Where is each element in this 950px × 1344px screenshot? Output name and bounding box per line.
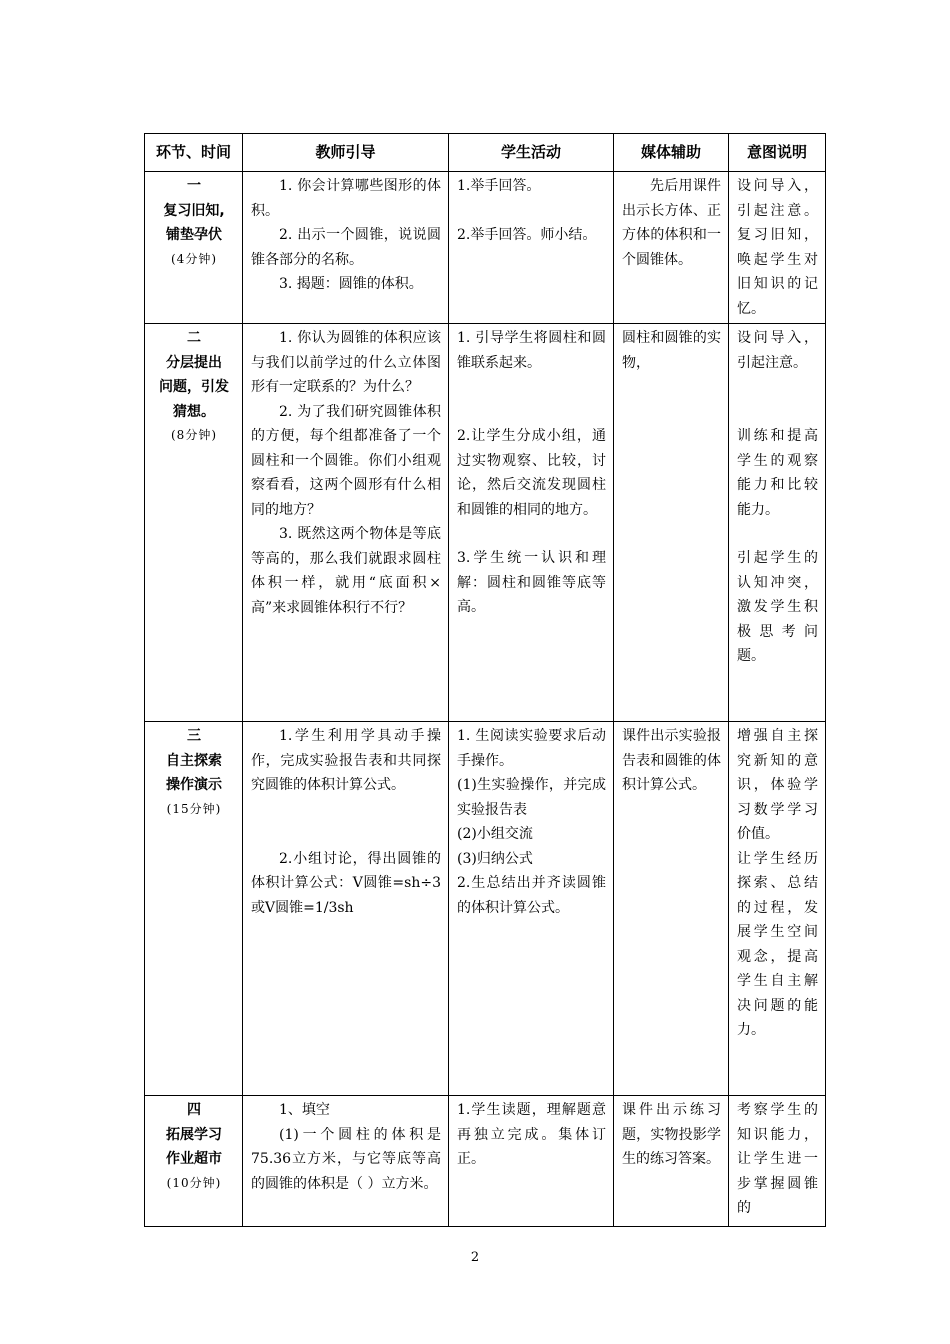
- media-cell: [614, 1096, 729, 1227]
- header-stage-time: 环节、时间: [145, 134, 243, 172]
- media-cell: [614, 324, 729, 722]
- teacher-item: 1. 你认为圆锥的体积应该与我们以前学过的什么立体图形有一定联系的？为什么？: [251, 330, 441, 395]
- student-item: (2)小组交流: [457, 826, 533, 842]
- header-media-aid: 媒体辅助: [614, 134, 729, 172]
- table-header-row: [145, 134, 826, 172]
- stage-time: (8分钟): [171, 428, 217, 442]
- student-cell: [449, 722, 614, 1096]
- stage-name: 自主探索: [166, 752, 222, 769]
- teacher-item: 3. 揭题：圆锥的体积。: [279, 276, 423, 292]
- teacher-item: 1.学生利用学具动手操作，完成实验报告表和共同探究圆锥的体积计算公式。: [251, 728, 441, 793]
- intent-item: 考察学生的知识能力，让学生进一步掌握圆锥的: [737, 1102, 818, 1216]
- intent-item: 训练和提高学生的观察能力和比较能力。: [737, 428, 818, 518]
- student-item: (3)归纳公式: [457, 850, 533, 867]
- stage-cell: [145, 172, 243, 324]
- stage-name: 猜想。: [173, 403, 215, 420]
- intent-cell: [729, 722, 826, 1096]
- table-row: [145, 722, 826, 1096]
- student-item: 1. 生阅读实验要求后动手操作。: [457, 728, 606, 769]
- teacher-cell: [243, 1096, 449, 1227]
- teacher-item: 3. 既然这两个物体是等底等高的，那么我们就跟求圆柱体积一样，就用“底面积×高”来求圆锥体积行不行？: [251, 526, 441, 616]
- teacher-item: 2. 为了我们研究圆锥体积的方便，每个组都准备了一个圆柱和一个圆锥。你们小组观察看看，这两个圆形有什么相同的地方？: [251, 403, 441, 518]
- lesson-plan-table: [144, 133, 826, 1227]
- stage-time: (4分钟): [171, 251, 217, 266]
- intent-cell: [729, 324, 826, 722]
- intent-item: 增强自主探究新知的意识，体验学习数学学习价值。: [737, 728, 818, 842]
- teacher-item: 1、填空: [279, 1102, 330, 1118]
- table-row: [145, 324, 826, 722]
- intent-item: 引起学生的认知冲突，激发学生积极思考问题。: [737, 550, 818, 664]
- media-text: 课件出示练习题，实物投影学生的练习答案。: [622, 1102, 721, 1167]
- stage-name: 作业超市: [166, 1151, 222, 1167]
- stage-name: 问题，引发: [159, 379, 229, 395]
- teacher-cell: [243, 324, 449, 722]
- media-cell: [614, 172, 729, 324]
- media-text: 课件出示实验报告表和圆锥的体积计算公式。: [622, 728, 721, 793]
- stage-time: (15分钟): [166, 801, 222, 816]
- student-item: 1.举手回答。: [457, 178, 541, 194]
- media-cell: [614, 722, 729, 1096]
- stage-name: 操作演示: [166, 777, 222, 793]
- stage-number: 二: [187, 330, 201, 346]
- header-intent: 意图说明: [729, 134, 826, 172]
- student-item: (1)生实验操作，并完成实验报告表: [457, 777, 606, 818]
- student-item: 2.生总结出并齐读圆锥的体积计算公式。: [457, 875, 606, 916]
- intent-cell: [729, 172, 826, 324]
- stage-cell: [145, 324, 243, 722]
- student-cell: [449, 1096, 614, 1227]
- stage-name: 复习旧知,: [163, 202, 225, 219]
- page-number: 2: [470, 1250, 480, 1265]
- header-teacher-guide: 教师引导: [243, 134, 449, 172]
- table-row: [145, 1096, 826, 1227]
- teacher-item: (1)一个圆柱的体积是75.36立方米，与它等底等高的圆锥的体积是（ ）立方米。: [251, 1126, 441, 1192]
- header-student-activity: 学生活动: [449, 134, 614, 172]
- media-text: 先后用课件出示长方体、正方体的体积和一个圆锥体。: [622, 178, 721, 268]
- teacher-item: 2.小组讨论，得出圆锥的体积计算公式：V圆锥=sh÷3或V圆锥=1/3sh: [251, 850, 441, 916]
- media-text: 圆柱和圆锥的实物，: [622, 330, 721, 371]
- stage-time: (10分钟): [166, 1175, 222, 1190]
- student-item: 1.学生读题，理解题意再独立完成。集体订正。: [457, 1102, 606, 1167]
- stage-name: 铺垫孕伏: [166, 227, 222, 243]
- intent-item: 让学生经历探索、总结的过程，发展学生空间观念，提高学生自主解决问题的能力。: [737, 850, 818, 1038]
- teacher-item: 1. 你会计算哪些图形的体积。: [251, 178, 441, 219]
- student-item: 2.举手回答。师小结。: [457, 226, 597, 243]
- intent-cell: [729, 1096, 826, 1227]
- student-item: 1. 引导学生将圆柱和圆锥联系起来。: [457, 330, 606, 371]
- student-cell: [449, 324, 614, 722]
- intent-item: 设问导入，引起注意。复习旧知，唤起学生对旧知识的记忆。: [737, 178, 818, 317]
- teacher-item: 2. 出示一个圆锥，说说圆锥各部分的名称。: [251, 227, 441, 268]
- stage-name: 拓展学习: [166, 1126, 222, 1143]
- table-row: [145, 172, 826, 324]
- stage-cell: [145, 1096, 243, 1227]
- student-item: 3.学生统一认识和理解：圆柱和圆锥等底等高。: [457, 550, 606, 615]
- stage-number: 一: [187, 178, 201, 194]
- stage-number: 四: [187, 1102, 201, 1118]
- intent-item: 设问导入，引起注意。: [737, 330, 818, 371]
- student-cell: [449, 172, 614, 324]
- stage-cell: [145, 722, 243, 1096]
- student-item: 2.让学生分成小组，通过实物观察、比较，讨论，然后交流发现圆柱和圆锥的相同的地方。: [457, 428, 606, 518]
- teacher-cell: [243, 722, 449, 1096]
- stage-name: 分层提出: [166, 354, 222, 371]
- teacher-cell: [243, 172, 449, 324]
- stage-number: 三: [187, 728, 201, 744]
